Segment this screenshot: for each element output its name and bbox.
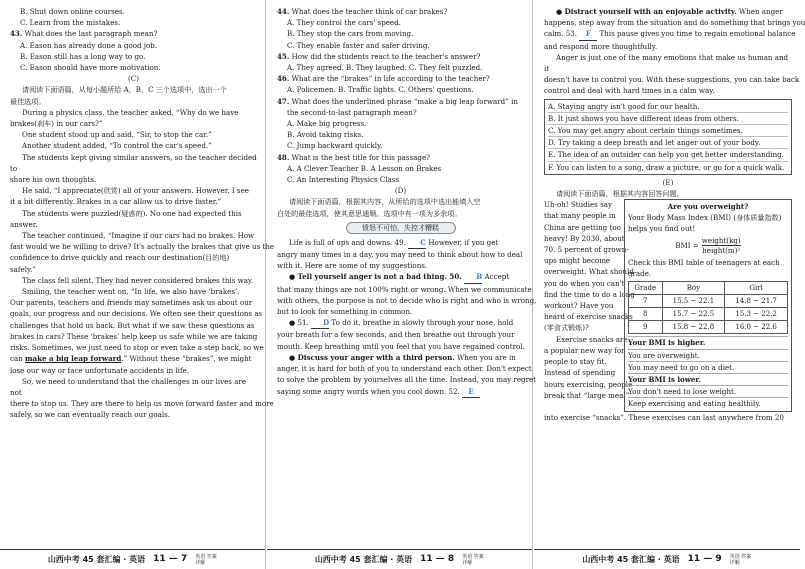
text-line: and respond more thoughtfully.: [544, 41, 658, 51]
text-line: (C): [128, 74, 139, 84]
text-line: brakes(刹车) in our cars?”: [10, 119, 103, 129]
bmi-formula-denominator: height(m)²: [702, 246, 741, 256]
text-line: you do when you can't: [544, 278, 625, 288]
text-line: fast would we be willing to drive? It's actually the brakes that give us the: [10, 242, 275, 252]
page-footer-3: [534, 549, 800, 569]
text-line: a popular new way for: [544, 345, 625, 355]
text-line: that many things are not 100% right or wrong. When we communicate: [277, 284, 532, 294]
bmi-table-cell: 15.3 ~ 22.2: [725, 308, 788, 321]
text-line: 48. What is the best title for this passage?: [277, 152, 430, 162]
text-line: safely.”: [10, 264, 36, 274]
answer-blank: E: [462, 386, 480, 398]
text-line: China are getting too: [544, 222, 621, 232]
question-number: 44.: [277, 7, 290, 16]
text-line: Instead of spending: [544, 368, 616, 378]
footer-page-number: 11 — 8: [420, 553, 455, 564]
text-line: Our parents, teachers and friends may sometimes ask us about our: [10, 298, 253, 308]
section-e-last-line: into exercise “snacks”. These exercises can last anywhere from 20: [544, 412, 784, 422]
bmi-formula: BMI = weight(kg) height(m)²: [675, 236, 741, 256]
text-line: can make a big leap forward.” Without these “brakes”, we might: [10, 354, 252, 364]
text-line: Anger is just one of the many emotions that make us human and it: [544, 52, 789, 74]
text-line: risks. Sometimes, we just need to stop or even take a step back, so we: [10, 343, 264, 353]
footer-title: 山西中考 45 套汇编 · 英语: [314, 554, 413, 564]
bmi-table-cell: 15.8 ~ 22.8: [662, 321, 725, 334]
bmi-lower-1: You don't need to lose weight.: [628, 385, 788, 397]
bmi-intro: Your Body Mass Index (BMI) (身体质量指数) helps you find out!: [628, 213, 782, 234]
text-line: the second-to-last paragraph mean?: [287, 107, 417, 117]
question-number: 46.: [277, 74, 290, 84]
column-1-text: [10, 0, 275, 545]
text-line: 47. What does the underlined phrase “make a big leap forward” in: [277, 96, 518, 106]
text-line: happens, step away from the situation and do something that brings you: [544, 18, 805, 28]
option-item: F. You can listen to a song, draw a picture, or go for a quick walk.: [548, 162, 785, 172]
answer-blank: F: [579, 28, 597, 40]
text-line: B. Shut down online courses.: [20, 7, 125, 16]
option-item: B. It just shows you have different ideas from others.: [548, 113, 788, 125]
option-item: E. The idea of an outsider can help you get better understanding.: [548, 149, 788, 161]
line-prefix: calm. 53.: [544, 29, 580, 39]
page-column-3: [534, 0, 805, 569]
bmi-lower-2: Keep exercising and eating healthily.: [628, 397, 788, 409]
line-prefix: Life is full of ups and downs. 49.: [289, 237, 409, 247]
text-line: B. Avoid taking risks.: [287, 130, 364, 140]
text-line: 43. What does the last paragraph mean?: [10, 29, 158, 39]
text-line: Uh-oh! Studies say: [544, 200, 612, 210]
text-line: [277, 386, 524, 398]
text-line: A. They agreed. B. They laughed. C. They felt puzzled.: [287, 63, 483, 73]
text-line: B. They stop the cars from moving.: [287, 29, 414, 39]
text-line: 请阅读下面语篇，根据其内容，从所给的选项中选出能填入空: [289, 197, 481, 207]
text-line: A. They control the cars' speed.: [287, 18, 401, 28]
text-line: The students kept giving similar answers, so the teacher decided to: [10, 152, 257, 173]
footer-badge: 英语 答案 详解: [195, 553, 217, 566]
text-line: lose our way or face unfortunate accidents in life.: [10, 365, 190, 375]
text-line: Smiling, the teacher went on, “In life, we also have ‘brakes’.: [22, 287, 240, 297]
option-item: D. Try taking a deep breath and let anger out of your body.: [548, 137, 788, 149]
section-e-left-text: [544, 199, 635, 411]
bmi-table-cell: 15.7 ~ 22.5: [662, 308, 725, 321]
bmi-table-row: [629, 295, 788, 308]
text-line: answer.: [10, 219, 38, 229]
bmi-table-header: Girl: [725, 282, 788, 295]
text-line: So, we need to understand that the challenges in our lives are not: [10, 376, 247, 397]
question-number: 47.: [277, 96, 290, 106]
text-line: ● Tell yourself anger is not a bad thing. 50. B Accept: [277, 271, 524, 283]
text-line: it a bit differently. Brakes in a car allow us to drive faster.”: [10, 197, 222, 207]
text-line: C. Eason should have more motivation.: [20, 63, 161, 73]
question-number: 48.: [277, 152, 290, 162]
text-line: hours exercising, people: [544, 379, 633, 389]
bmi-higher-2: You may need to go on a diet.: [628, 361, 788, 373]
bmi-table-row: [629, 321, 788, 334]
text-line: The teacher continued, “Imagine if our cars had no brakes. How: [22, 231, 255, 241]
text-line: A. Eason has already done a good job.: [20, 40, 158, 50]
section-e-body: [544, 199, 792, 411]
bmi-table-header: Boy: [662, 282, 725, 295]
text-line: mouth. Keep breathing until you feel that you have regained control.: [277, 341, 525, 351]
bmi-table-cell: 9: [629, 321, 663, 334]
bold-lead: ● Distract yourself with an enjoyable activity.: [556, 7, 737, 16]
text-line: your breath for a few seconds, and then breathe out through your: [277, 330, 515, 340]
answer-blank: C: [408, 237, 426, 249]
bmi-check-text: Check this BMI table of teenagers at each grade.: [628, 258, 780, 279]
text-line: B. Eason still has a long way to go.: [20, 51, 146, 61]
text-line: 请阅读下面语篇，从每小题所给 A，B，C 三个选项中，选出一个: [22, 85, 227, 95]
text-line: goals, our progress and our decisions. We often see their questions as: [10, 309, 263, 319]
text-line: Exercise snacks are: [556, 334, 628, 344]
bmi-formula-numerator: weight(kg): [701, 236, 741, 246]
text-line: ● Distract yourself with an enjoyable activity. When anger: [556, 7, 783, 16]
text-line: people to stay fit.: [544, 357, 607, 367]
option-item: C. You may get angry about certain things sometimes.: [548, 125, 788, 137]
text-line: safely, so we can eventually reach our goals.: [10, 410, 170, 420]
passage-d-banner: 愤怒不可怕，失控才糟糕: [346, 222, 456, 234]
text-line: ● 51. D To do it, breathe in slowly through your nose, hold: [277, 317, 524, 329]
text-line: During a physics class, the teacher asked, “Why do we have: [22, 107, 239, 117]
text-line: overweight. What should: [544, 267, 634, 277]
page-footer-2: [267, 549, 532, 569]
page-column-1: [0, 0, 275, 569]
text-line: C. They enable faster and safer driving.: [287, 40, 430, 50]
text-line: anger, it is hard for both of you to understand each other. Don't expect: [277, 364, 532, 374]
bmi-table-cell: 7: [629, 295, 663, 308]
text-line: ● Discuss your anger with a third person. When you are in: [289, 352, 516, 362]
line-prefix: saying some angry words when you cool down. 52.: [277, 386, 463, 396]
text-line: control and deal with hard times in a calm way.: [544, 86, 715, 96]
text-line: break that “large meal”: [544, 390, 630, 400]
text-line: The class fell silent. They had never considered brakes this way.: [22, 275, 254, 285]
bold-lead: ● Discuss your anger with a third person.: [289, 352, 455, 362]
text-line: C. Jump backward quickly.: [287, 141, 383, 151]
bmi-title: Are you overweight?: [667, 202, 749, 212]
text-line: confidence to drive quickly and reach our destination(目的地): [10, 253, 230, 263]
bmi-table-cell: 15.5 ~ 22.1: [662, 295, 725, 308]
text-line: (D): [394, 186, 407, 196]
text-line: share his own thoughts.: [10, 175, 97, 185]
question-number: 43.: [10, 29, 23, 39]
text-line: A. A Clever Teacher B. A Lesson on Brakes: [287, 163, 442, 173]
bmi-infobox: [624, 199, 792, 411]
text-line: 44. What does the teacher think of car brakes?: [277, 7, 448, 16]
text-line: to solve the problem by yourselves all the time. Instead, you may regret: [277, 375, 537, 385]
text-line: (零食式锻炼)?: [544, 323, 589, 333]
text-line: 46. What are the “brakes” in life according to the teacher?: [277, 74, 490, 84]
column-3-text: [544, 0, 805, 545]
text-line: workout? Have you: [544, 301, 614, 311]
text-line: find the time to do a long: [544, 289, 635, 299]
bmi-higher-heading: Your BMI is higher.: [628, 336, 788, 348]
option-item: A. Staying angry isn't good for our health.: [548, 101, 788, 113]
options-box: [544, 99, 792, 175]
question-number: 45.: [277, 51, 290, 61]
text-line: with others, the purpose is not to decide who is right and who is wrong,: [277, 295, 537, 305]
text-line: heavy! By 2030, about: [544, 233, 625, 243]
section-e-heading: (E): [662, 177, 674, 187]
text-line: but to look for something in common.: [277, 307, 413, 317]
line-prefix: ● Tell yourself anger is not a bad thing. 50.: [289, 272, 465, 282]
footer-title: 山西中考 45 套汇编 · 英语: [47, 554, 146, 564]
text-line: Another student added, “To control the car's speed.”: [22, 141, 212, 151]
footer-page-number: 11 — 9: [687, 553, 722, 564]
text-line: A. Make big progress.: [287, 119, 367, 129]
text-line: doesn't have to control you. With these suggestions, you can take back: [544, 75, 800, 85]
text-line: 45. How did the students react to the teacher's answer?: [277, 51, 481, 61]
bmi-table-header: Grade: [629, 282, 663, 295]
text-line: 白处的最佳选项，使其意思通顺。选项中有一项为多余项。: [277, 208, 462, 218]
footer-page-number: 11 — 7: [153, 553, 188, 564]
text-line: that many people in: [544, 211, 616, 221]
text-line: 最佳选项。: [10, 96, 46, 106]
bmi-table-cell: 8: [629, 308, 663, 321]
footer-title: 山西中考 45 套汇编 · 英语: [582, 554, 680, 564]
text-line: challenges that hold us back. But what if we saw these questions as: [10, 320, 255, 330]
bmi-table-cell: 16.0 ~ 22.6: [725, 321, 788, 334]
bmi-higher-1: You are overweight.: [628, 349, 788, 361]
page-footer-1: [0, 549, 265, 569]
column-2-text: [277, 0, 537, 545]
text-line: angry many times in a day, you may need to think about how to deal: [277, 250, 523, 260]
answer-blank: B: [464, 271, 482, 283]
text-line: ups might become: [544, 256, 611, 266]
text-line: C. An Interesting Physics Class: [287, 175, 400, 185]
text-line: He said, “I appreciate(欣赏) all of your answers. However, I see: [22, 186, 249, 196]
answer-blank: D: [311, 317, 329, 329]
text-line: One student stood up and said, “Sir, to stop the car.”: [22, 130, 212, 140]
text-line: A. Policemen. B. Traffic lights. C. Others' questions.: [287, 85, 474, 95]
text-line: 70. 5 percent of grown-: [544, 245, 629, 255]
section-e-intro: 请阅读下面语篇，根据其内容回答问题。: [556, 189, 684, 199]
footer-badge: 英语 答案 详解: [462, 553, 484, 566]
bmi-table-cell: 14.8 ~ 21.7: [725, 295, 788, 308]
text-line: with it. Here are some of my suggestions.: [277, 261, 428, 271]
text-line: C. Learn from the mistakes.: [20, 18, 121, 28]
underlined-phrase: make a big leap forward: [25, 354, 122, 364]
line-prefix: ● 51.: [289, 318, 311, 328]
page-column-2: [267, 0, 537, 569]
text-line: calm. 53. F This pause gives you time to regain emotional balance: [544, 28, 792, 40]
bmi-table: [628, 281, 788, 334]
text-line: heard of exercise snacks: [544, 312, 633, 322]
text-line: The students were puzzled(疑惑的). No one had expected this: [22, 208, 242, 218]
text-line: Life is full of ups and downs. 49. C However, if you get: [277, 237, 524, 249]
text-line: brakes in cars? These ‘brakes’ help keep us safe while we are taking: [10, 331, 258, 341]
bmi-lower-heading: Your BMI is lower.: [628, 373, 788, 385]
bmi-table-row: [629, 308, 788, 321]
text-line: there to stop us. They are there to help us move forward faster and more: [10, 399, 274, 409]
footer-badge: 英语 答案 详解: [729, 553, 752, 566]
